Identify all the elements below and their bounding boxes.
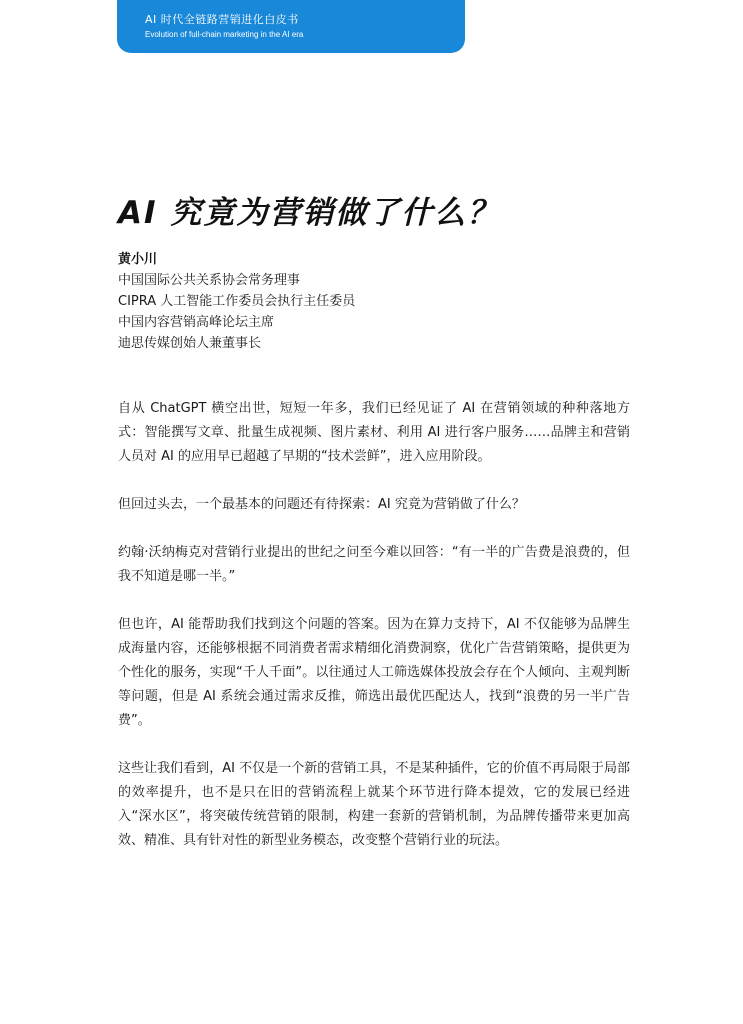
author-role: CIPRA 人工智能工作委员会执行主任委员 [118, 294, 356, 309]
body-paragraph: 约翰·沃纳梅克对营销行业提出的世纪之问至今难以回答：“有一半的广告费是浪费的，但我不知道是哪一半。” [118, 545, 630, 584]
article-body [118, 397, 630, 877]
body-paragraph: 但回过头去，一个最基本的问题还有待探索：AI 究竟为营销做了什么？ [118, 497, 525, 512]
header-title: AI 时代全链路营销进化白皮书 [145, 13, 299, 26]
author-name: 黄小川 [118, 252, 158, 267]
header-banner [117, 0, 465, 53]
author-block [118, 249, 638, 354]
body-paragraph: 但也许，AI 能帮助我们找到这个问题的答案。因为在算力支持下，AI 不仅能够为品牌生成海量内容，还能够根据不同消费者需求精细化消费洞察，优化广告营销策略，提供更为个性化的服务，实现“千人千面”。以往通过人工筛选媒体投放会存在个人倾向、主观判断等问题，但是 AI 系统会通过需求反推，筛选出最优匹配达人，找到“浪费的另一半广告费”。 [118, 617, 630, 728]
author-role: 中国内容营销高峰论坛主席 [118, 315, 275, 330]
article-title: AI 究竟为营销做了什么？ [118, 195, 501, 231]
author-role: 中国国际公共关系协会常务理事 [118, 273, 301, 288]
header-subtitle: Evolution of full-chain marketing in the AI era [145, 30, 304, 39]
body-paragraph: 这些让我们看到，AI 不仅是一个新的营销工具，不是某种插件，它的价值不再局限于局部的效率提升，也不是只在旧的营销流程上就某个环节进行降本提效，它的发展已经进入“深水区”，将突破传统营销的限制，构建一套新的营销机制，为品牌传播带来更加高效、精准、具有针对性的新型业务模态，改变整个营销行业的玩法。 [118, 761, 630, 848]
author-role: 迪思传媒创始人兼董事长 [118, 336, 262, 351]
body-paragraph: 自从 ChatGPT 横空出世，短短一年多，我们已经见证了 AI 在营销领域的种种落地方式：智能撰写文章、批量生成视频、图片素材、利用 AI 进行客户服务……品牌主和营销人员对 AI 的应用早已超越了早期的“技术尝鲜”，进入应用阶段。 [118, 401, 630, 464]
